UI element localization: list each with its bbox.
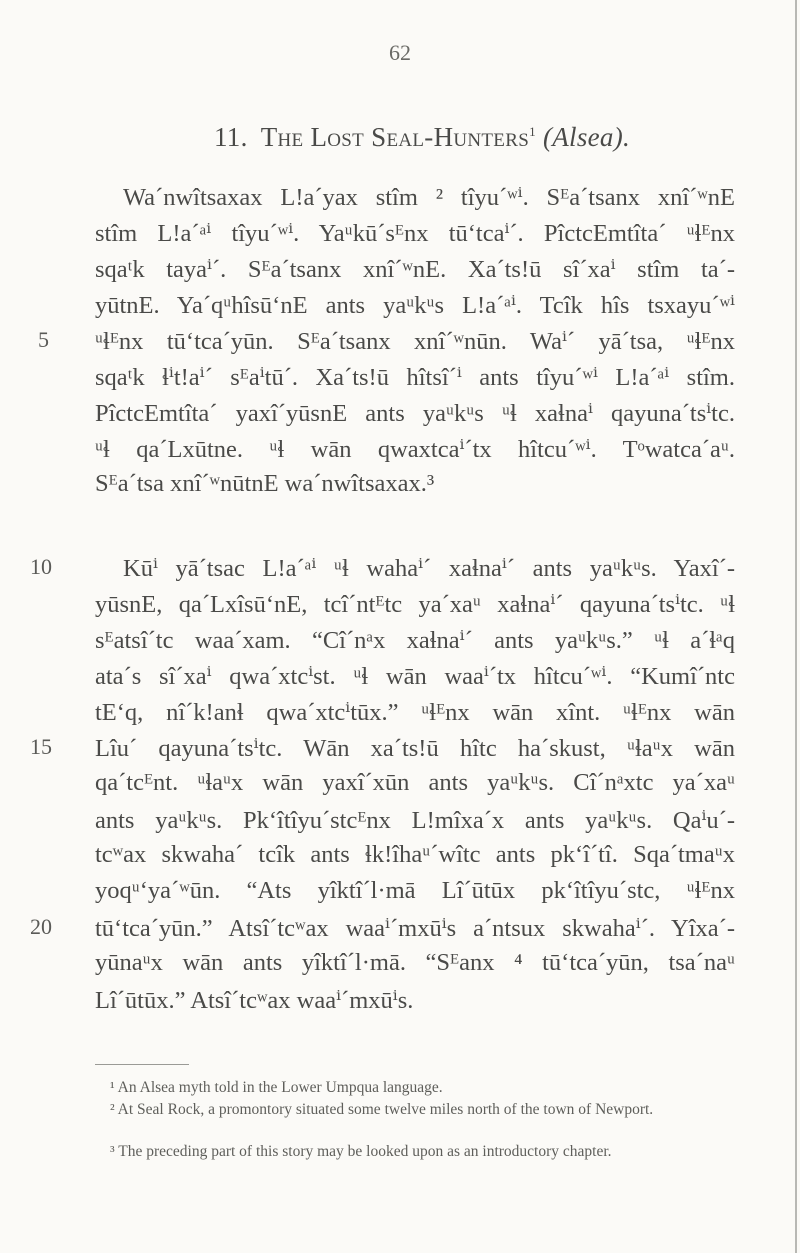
page-edge-rule [795,0,797,1253]
text-line: sqaᵗk ɬⁱt!aⁱ´ sᴱaⁱtū´. Xa´ts!ū hîtsî´ⁱ ants tîyu´ʷⁱ L!a´ᵃⁱ stîm. [95,364,735,391]
story-title: The Lost Seal-Hunters [260,122,530,152]
text-line: Wa´nwîtsaxax L!a´yax stîm ² tîyu´ʷⁱ. Sᴱa´tsanx xnî´ʷnE [123,184,735,211]
title-footnote-ref: 1 [529,124,536,139]
line-number: 20 [30,914,52,939]
text-line: yūtnE. Ya´qᵘhîsū‘nE ants yaᵘkᵘs L!a´ᵃⁱ. Tcîk hîs tsxayu´ʷⁱ [95,292,735,319]
footnote: ³ The preceding part of this story may be looked upon as an introductory chapter. [110,1143,612,1160]
text-line: ᵘɬ qa´Lxūtne. ᵘɬ wān qwaxtcaⁱ´tx hîtcu´ʷⁱ. Tᵒwatca´aᵘ. [95,436,735,463]
text-line: sᴱatsî´tc waa´xam. “Cî´nᵃx xaɬnaⁱ´ ants yaᵘkᵘs.” ᵘɬ a´ɬᵃq [95,627,735,654]
story-number: 11. [214,122,248,152]
text-line: Kūⁱ yā´tsac L!a´ᵃⁱ ᵘɬ wahaⁱ´ xaɬnaⁱ´ ants yaᵘkᵘs. Yaxî´- [123,555,735,582]
page-number: 62 [389,40,411,65]
line-number: 5 [38,327,49,352]
text-line: PîctcEmtîta´ yaxî´yūsnE ants yaᵘkᵘs ᵘɬ xaɬnaⁱ qayuna´tsⁱtc. [95,400,735,427]
text-line: tE‘q, nî´k!anɬ qwa´xtcⁱtūx.” ᵘɬᴱnx wān xînt. ᵘɬᴱnx wān [95,699,735,726]
line-number: 10 [30,554,52,579]
line-number: 15 [30,734,52,759]
text-line: tū‘tca´yūn.” Atsî´tcʷax waaⁱ´mxūⁱs a´ntsux skwahaⁱ´. Yîxa´- [95,915,735,942]
text-line: yūsnE, qa´Lxîsū‘nE, tcî´ntᴱtc ya´xaᵘ xaɬnaⁱ´ qayuna´tsⁱtc. ᵘɬ [95,591,735,618]
text-line: ata´s sî´xaⁱ qwa´xtcⁱst. ᵘɬ wān waaⁱ´tx hîtcu´ʷⁱ. “Kumî´ntc [95,663,735,690]
story-heading [214,122,630,153]
text-line: yoqᵘ‘ya´ʷūn. “Ats yîktî´l·mā Lî´ūtūx pk‘îtîyu´stc, ᵘɬᴱnx [95,877,735,904]
story-language: (Alsea). [542,122,631,152]
text-line: Lî´ūtūx.” Atsî´tcʷax waaⁱ´mxūⁱs. [95,987,414,1014]
text-line: stîm L!a´ᵃⁱ tîyu´ʷⁱ. Yaᵘkū´sᴱnx tū‘tcaⁱ´. PîctcEmtîta´ ᵘɬᴱnx [95,220,735,247]
footnote-divider [95,1064,189,1065]
text-line: Lîu´ qayuna´tsⁱtc. Wān xa´ts!ū hîtc ha´skust, ᵘɬaᵘx wān [95,735,735,762]
text-line: ᵘɬᴱnx tū‘tca´yūn. Sᴱa´tsanx xnî´ʷnūn. Waⁱ´ yā´tsa, ᵘɬᴱnx [95,328,735,355]
text-line: Sᴱa´tsa xnî´ʷnūtnE wa´nwîtsaxax.³ [95,470,435,497]
footnote: ¹ An Alsea myth told in the Lower Umpqua language. [110,1079,443,1096]
text-line: qa´tcᴱnt. ᵘɬaᵘx wān yaxî´xūn ants yaᵘkᵘs. Cî´nᵃxtc ya´xaᵘ [95,769,735,796]
text-line: ants yaᵘkᵘs. Pk‘îtîyu´stcᴱnx L!mîxa´x ants yaᵘkᵘs. Qaⁱu´- [95,807,735,834]
text-line: yūnaᵘx wān ants yîktî´l·mā. “Sᴱanx ⁴ tū‘tca´yūn, tsa´naᵘ [95,949,735,976]
footnote: ² At Seal Rock, a promontory situated some twelve miles north of the town of Newport. [110,1101,654,1118]
text-line: sqaᵗk tayaⁱ´. Sᴱa´tsanx xnî´ʷnE. Xa´ts!ū sî´xaⁱ stîm ta´- [95,256,735,283]
text-line: tcʷax skwaha´ tcîk ants ɬk!îhaᵘ´wîtc ants pk‘î´tî. Sqa´tmaᵘx [95,841,735,868]
